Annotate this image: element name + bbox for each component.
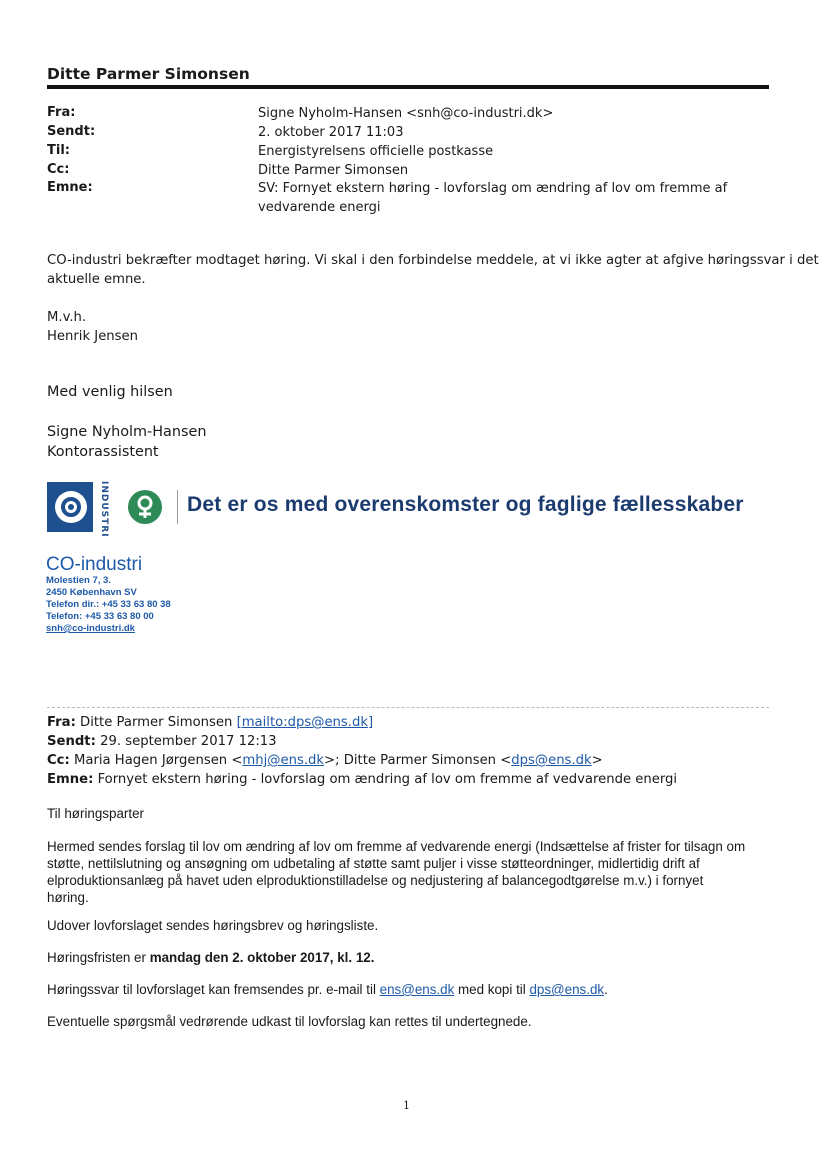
subject-value-line2: vedvarende energi [258, 200, 381, 215]
phone-direct: Telefon dir.: +45 33 63 80 38 [46, 599, 171, 610]
logo-separator [177, 490, 178, 524]
email2-cc [47, 751, 603, 771]
email2-p1-line1: Hermed sendes forslag til lov om ændring af lov om fremme af vedvarende energi (Indsættelse af frister for tilsagn om [47, 839, 746, 854]
signature-greeting: Med venlig hilsen [47, 384, 173, 400]
logo-dot [68, 504, 74, 510]
slogan: Det er os med overenskomster og faglige fællesskaber [187, 493, 744, 516]
subject-label: Emne: [47, 180, 93, 195]
email2-paragraph2: Udover lovforslaget sendes høringsbrev og høringsliste. [47, 918, 379, 933]
sent-label: Sendt: [47, 124, 96, 139]
org-name: CO-industri [46, 554, 143, 575]
from-label: Fra: [47, 105, 76, 120]
page-number: 1 [403, 1099, 410, 1112]
signature-name: Signe Nyholm-Hansen [47, 424, 207, 440]
email2-from [47, 713, 373, 733]
email2-sent [47, 732, 277, 752]
divider [47, 707, 769, 708]
email2-subject-value: Fornyet ekstern høring - lovforslag om ændring af lov om fremme af vedvarende energi [97, 772, 678, 787]
email2-cc-pre: Maria Hagen Jørgensen < [73, 753, 243, 768]
email2-cc-link2[interactable]: dps@ens.dk [511, 753, 592, 768]
email2-from-label: Fra: [47, 715, 76, 730]
signature-title: Kontorassistent [47, 444, 159, 460]
email2-paragraph4 [47, 982, 608, 997]
signature-email-link[interactable]: snh@co-industri.dk [46, 623, 135, 634]
email2-p1-line2: støtte, nettilslutning og ansøgning om udbetaling af støtte samt puljer i visse støtteordninger, midlertidig drift af [47, 856, 700, 871]
logo-vertical-text: INDUSTRI [99, 481, 109, 538]
email2-deadline: mandag den 2. oktober 2017, kl. 12. [149, 950, 375, 965]
ens-email-link[interactable]: ens@ens.dk [379, 982, 455, 997]
header-rule [47, 85, 769, 89]
email2-cc-link1[interactable]: mhj@ens.dk [242, 753, 325, 768]
email2-cc-post: > [591, 753, 603, 768]
email2-from-text: Ditte Parmer Simonsen [80, 715, 237, 730]
email1-body-line1: CO-industri bekræfter modtaget høring. Vi skal i den forbindelse meddele, at vi ikke agter at afgive høringssvar i det [47, 253, 819, 268]
address-line1: Molestien 7, 3. [46, 575, 111, 586]
cc-label: Cc: [47, 162, 70, 177]
email1-body-line2: aktuelle emne. [47, 272, 146, 287]
cc-value: Ditte Parmer Simonsen [258, 163, 409, 178]
email2-p4-mid: med kopi til [454, 982, 530, 997]
email2-subject-label: Emne: [47, 772, 94, 787]
from-value: Signe Nyholm-Hansen <snh@co-industri.dk> [258, 106, 554, 121]
email2-sent-value: 29. september 2017 12:13 [100, 734, 277, 749]
email2-greeting: Til høringsparter [47, 806, 144, 821]
phone-main: Telefon: +45 33 63 80 00 [46, 611, 154, 622]
dps-email-link[interactable]: dps@ens.dk [529, 982, 605, 997]
email2-paragraph3 [47, 950, 374, 965]
lo-icon [128, 490, 162, 524]
sent-value: 2. oktober 2017 11:03 [258, 125, 404, 140]
mailbox-owner-name: Ditte Parmer Simonsen [47, 65, 250, 83]
email2-p1-line3: elproduktionsanlæg på havet uden elproduktionstilladelse og nedjustering af balancegodtgørelse m.v.) i fornyet [47, 873, 704, 888]
address-line2: 2450 København SV [46, 587, 137, 598]
regards: M.v.h. [47, 310, 87, 325]
email2-p4-post: . [604, 982, 608, 997]
email2-p1-line4: høring. [47, 890, 89, 905]
to-label: Til: [47, 143, 70, 158]
email2-p3-text: Høringsfristen er [47, 950, 150, 965]
email2-paragraph1 [47, 838, 745, 906]
regards-name: Henrik Jensen [47, 329, 139, 344]
subject-value-line1: SV: Fornyet ekstern høring - lovforslag om ændring af lov om fremme af [258, 181, 728, 196]
to-value: Energistyrelsens officielle postkasse [258, 144, 494, 159]
email2-p4-text: Høringssvar til lovforslaget kan fremsendes pr. e-mail til [47, 982, 380, 997]
email2-subject [47, 770, 677, 790]
email2-from-link[interactable]: [mailto:dps@ens.dk] [236, 715, 374, 730]
email2-sent-label: Sendt: [47, 734, 96, 749]
email2-cc-mid: >; Ditte Parmer Simonsen < [324, 753, 512, 768]
email2-paragraph5: Eventuelle spørgsmål vedrørende udkast til lovforslag kan rettes til undertegnede. [47, 1014, 532, 1029]
email2-cc-label: Cc: [47, 753, 70, 768]
